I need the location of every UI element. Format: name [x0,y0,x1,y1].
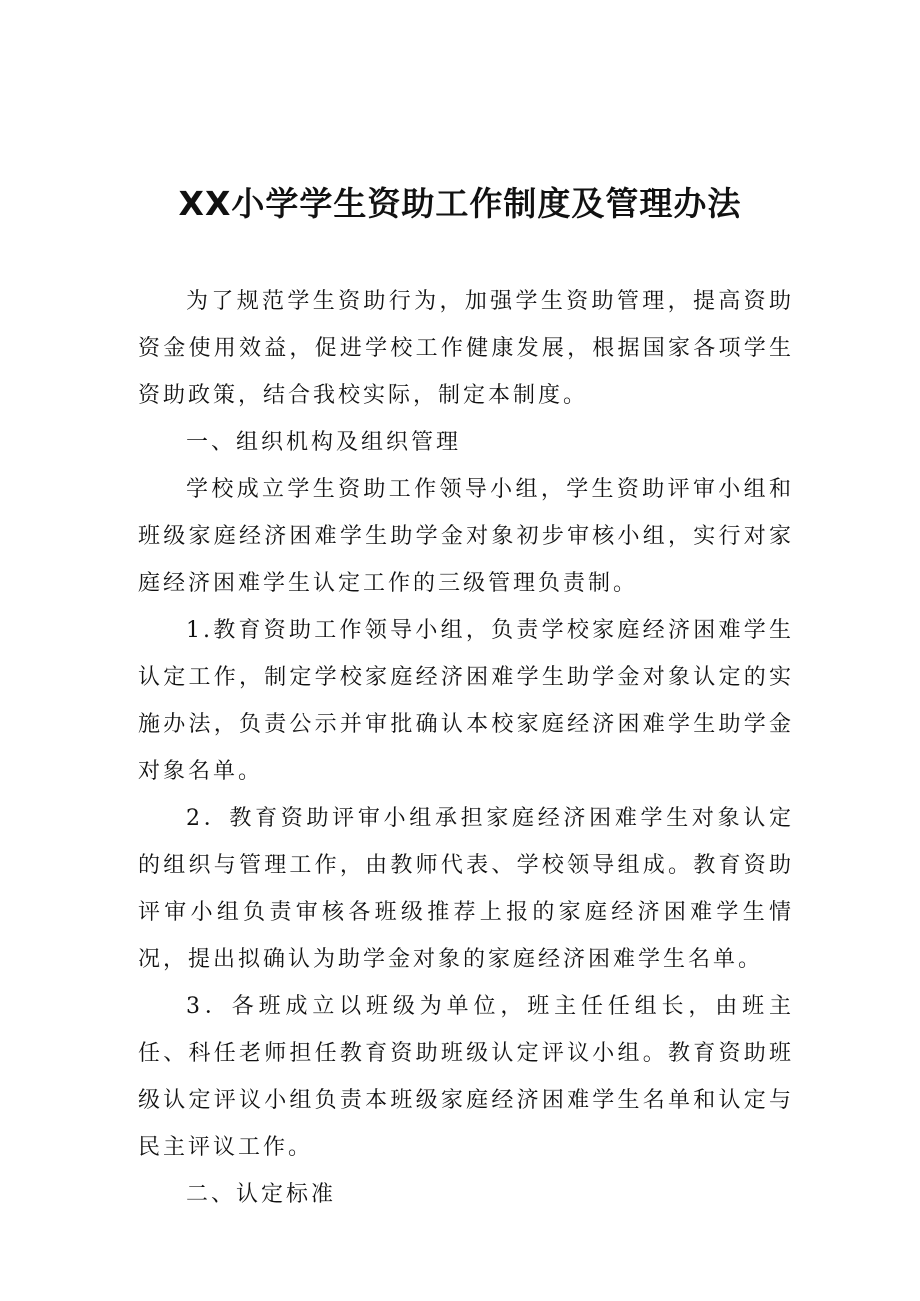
section-heading-criteria: 二、认定标准 [186,1182,337,1207]
paragraph-item-2: 2．教育资助评审小组承担家庭经济困难学生对象认定的组织与管理工作，由教师代表、学校领导组成。教育资助评审小组负责审核各班级推荐上报的家庭经济困难学生情况，提出拟确认为助学金对象的家庭经济困难学生名单。 [138,806,794,972]
section-heading-organization: 一、组织机构及组织管理 [186,430,462,455]
paragraph-item-1: 1.教育资助工作领导小组，负责学校家庭经济困难学生认定工作，制定学校家庭经济困难学生助学金对象认定的实施办法，负责公示并审批确认本校家庭经济困难学生助学金对象名单。 [138,618,794,784]
paragraph-item-3: 3．各班成立以班级为单位，班主任任组长，由班主任、科任老师担任教育资助班级认定评议小组。教育资助班级认定评议小组负责本班级家庭经济困难学生名单和认定与民主评议工作。 [138,994,794,1160]
document-body [138,278,794,1218]
paragraph-organization: 学校成立学生资助工作领导小组，学生资助评审小组和班级家庭经济困难学生助学金对象初步审核小组，实行对家庭经济困难学生认定工作的三级管理负责制。 [138,477,794,596]
document-title: XX小学学生资助工作制度及管理办法 [178,184,742,223]
paragraph-intro: 为了规范学生资助行为，加强学生资助管理，提高资助资金使用效益，促进学校工作健康发展，根据国家各项学生资助政策，结合我校实际，制定本制度。 [138,289,794,408]
